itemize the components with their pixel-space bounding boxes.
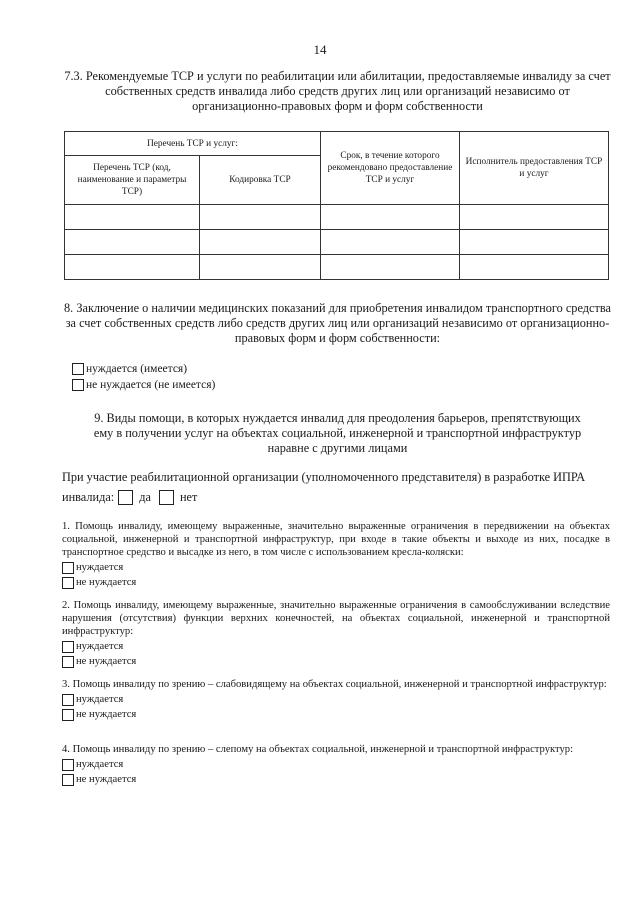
table-cell[interactable] bbox=[200, 255, 321, 280]
checkbox[interactable] bbox=[62, 562, 74, 574]
section-9-title: 9. Виды помощи, в которых нуждается инвалид для преодоления барьеров, препятствующих ему в получении услуг на объектах социальной, инженерной и транспортной инфраструктур наравне с другими лицами bbox=[93, 411, 582, 455]
help-item-not-needed[interactable] bbox=[62, 773, 610, 786]
table-cell[interactable] bbox=[65, 205, 200, 230]
help-item-needed[interactable] bbox=[62, 561, 610, 574]
tsr-group-header: Перечень ТСР и услуг: bbox=[65, 132, 321, 156]
table-cell[interactable] bbox=[65, 255, 200, 280]
help-item-4 bbox=[62, 743, 610, 786]
help-item-not-needed[interactable] bbox=[62, 655, 610, 668]
help-item-1 bbox=[62, 520, 610, 589]
table-row bbox=[65, 255, 609, 280]
option-label: нуждается bbox=[76, 694, 124, 705]
help-item-text: 4. Помощь инвалиду по зрению – слепому на объектах социальной, инженерной и транспортной инфраструктур: bbox=[62, 744, 574, 755]
option-label: не нуждается bbox=[76, 656, 137, 667]
ipra-question: При участие реабилитационной организации (уполномоченного представителя) в разработке ИПРА bbox=[62, 470, 586, 484]
tsr-table bbox=[64, 131, 609, 280]
checkbox[interactable] bbox=[62, 694, 74, 706]
help-item-needed[interactable] bbox=[62, 640, 610, 653]
tsr-col-term: Срок, в течение которого рекомендовано предоставление ТСР и услуг bbox=[321, 132, 460, 205]
tsr-col-list: Перечень ТСР (код, наименование и параметры ТСР) bbox=[65, 156, 200, 205]
vehicle-not-needed-option[interactable] bbox=[72, 378, 215, 392]
option-label: нуждается (имеется) bbox=[86, 363, 188, 375]
checkbox[interactable] bbox=[62, 709, 74, 721]
option-label: не нуждается bbox=[76, 709, 137, 720]
table-cell[interactable] bbox=[460, 205, 609, 230]
help-item-not-needed[interactable] bbox=[62, 576, 610, 589]
checkbox[interactable] bbox=[62, 577, 74, 589]
table-cell[interactable] bbox=[321, 230, 460, 255]
table-cell[interactable] bbox=[200, 230, 321, 255]
help-item-3 bbox=[62, 678, 610, 721]
help-item-2 bbox=[62, 599, 610, 668]
checkbox[interactable] bbox=[62, 759, 74, 771]
vehicle-needed-option[interactable] bbox=[72, 362, 187, 376]
tsr-col-code: Кодировка ТСР bbox=[200, 156, 321, 205]
ipra-no-checkbox[interactable] bbox=[159, 490, 174, 505]
table-row bbox=[65, 230, 609, 255]
help-item-text: 2. Помощь инвалиду, имеющему выраженные, значительно выраженные ограничения в самообслуживании вследствие нарушения (отсутствия) функции верхних конечностей, на объектах социальной, инженерной и транспортной инфраструктур: bbox=[62, 600, 610, 637]
checkbox[interactable] bbox=[62, 774, 74, 786]
section-7-3-title: 7.3. Рекомендуемые ТСР и услуги по реабилитации или абилитации, предоставляемые инвалиду за счет собственных средств инвалида либо средств других лиц или организаций независимо от организационно-правовых форм и форм собственности bbox=[64, 69, 611, 113]
option-label: нуждается bbox=[76, 562, 124, 573]
checkbox[interactable] bbox=[62, 641, 74, 653]
ipra-participation bbox=[62, 467, 610, 507]
option-label: не нуждается bbox=[76, 774, 137, 785]
help-item-needed[interactable] bbox=[62, 693, 610, 706]
option-label: нуждается bbox=[76, 759, 124, 770]
option-label: не нуждается bbox=[76, 577, 137, 588]
help-item-text: 3. Помощь инвалиду по зрению – слабовидящему на объектах социальной, инженерной и транспортной инфраструктур: bbox=[62, 679, 607, 690]
checkbox[interactable] bbox=[72, 363, 84, 375]
table-row bbox=[65, 205, 609, 230]
ipra-no-label: нет bbox=[179, 490, 198, 504]
table-cell[interactable] bbox=[321, 205, 460, 230]
option-label: не нуждается (не имеется) bbox=[86, 379, 216, 391]
tsr-col-executor: Исполнитель предоставления ТСР и услуг bbox=[460, 132, 609, 205]
table-cell[interactable] bbox=[460, 255, 609, 280]
ipra-yes-checkbox[interactable] bbox=[118, 490, 133, 505]
section-8-title: 8. Заключение о наличии медицинских показаний для приобретения инвалидом транспортного средства за счет собственных средств либо средств других лиц или организаций независимо от организационно-правовых форм и форм собственности: bbox=[64, 301, 611, 345]
checkbox[interactable] bbox=[62, 656, 74, 668]
ipra-suffix: инвалида: bbox=[62, 490, 115, 504]
option-label: нуждается bbox=[76, 641, 124, 652]
help-item-not-needed[interactable] bbox=[62, 708, 610, 721]
help-item-needed[interactable] bbox=[62, 758, 610, 771]
page-number: 14 bbox=[313, 42, 327, 57]
table-cell[interactable] bbox=[200, 205, 321, 230]
checkbox[interactable] bbox=[72, 379, 84, 391]
table-cell[interactable] bbox=[460, 230, 609, 255]
help-item-text: 1. Помощь инвалиду, имеющему выраженные, значительно выраженные ограничения в передвижении на объектах социальной, инженерной и транспортной инфраструктур, при входе в такие объекты и выходе из них, посадке в транспортное средство и высадке из него, в том числе с использованием кресла-коляски: bbox=[62, 521, 610, 558]
ipra-yes-label: да bbox=[139, 490, 151, 504]
table-cell[interactable] bbox=[321, 255, 460, 280]
table-cell[interactable] bbox=[65, 230, 200, 255]
